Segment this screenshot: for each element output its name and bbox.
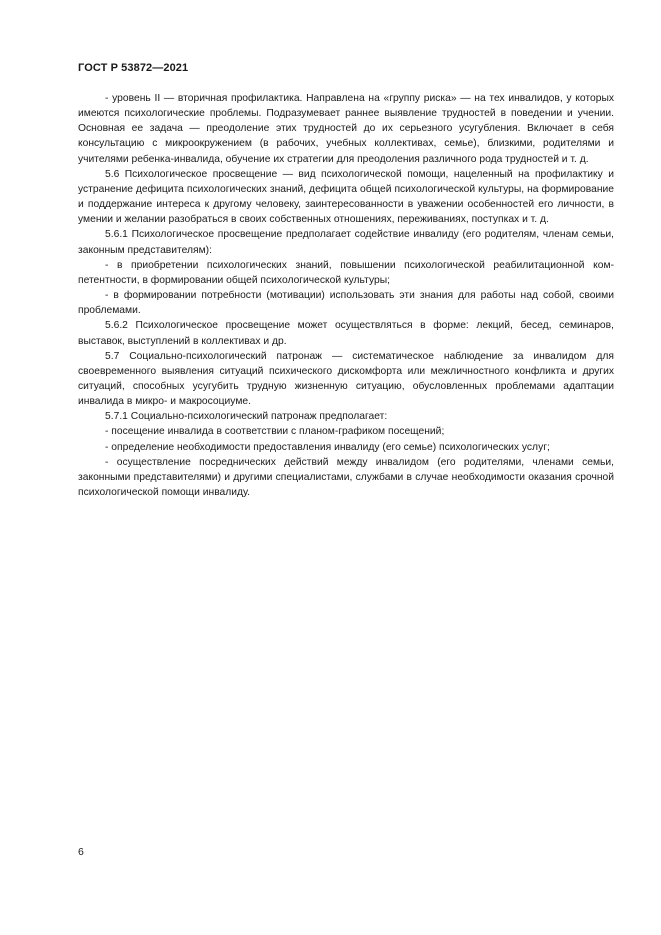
paragraph-5-6: 5.6 Психологическое просвещение — вид психологической помощи, нацеленный на профилактику и устранение дефицита психологических знаний, дефицита общей психологической культуры, на формирование и поддержание интереса к другому человеку, заинтересованности в уважении особенностей его личности, в умении и желании разобраться в своих собственных отношениях, переживаниях, поступках и т. д. bbox=[78, 168, 614, 226]
paragraph-5-6-2: 5.6.2 Психологическое просвещение может осуществляться в форме: лекций, бесед, семинаров, выставок, выступлений в коллективах и др. bbox=[78, 320, 614, 347]
list-item-knowledge: - в приобретении психологических знаний, повышении психологической реабилитационной компетентности, в формировании общей психологической культуры; bbox=[78, 259, 614, 286]
list-item-services: - определение необходимости предоставления инвалиду (его семье) психологических услуг; bbox=[105, 441, 550, 453]
paragraph-5-7: 5.7 Социально-психологический патронаж — систематическое наблюдение за инвалидом для своевременного выявления ситуаций психического дискомфорта или межличностного конфликта и других ситуаций, способных усугубить трудную жизненную ситуацию, обусловленных проблемами адаптации инвалида в микро- и макросоциуме. bbox=[78, 350, 614, 408]
paragraph-level-2-prevention: - уровень II — вторичная профилактика. Направлена на «группу риска» — на тех инвалидов, у которых имеются психологические проблемы. Подразумевает раннее выявление трудностей в поведении и учении. Основная ее задача — преодоление этих трудностей до их серьезного усугубления. Включает в себя консультацию с микроокружением (в рабочих, учебных коллективах, семье), близкими, родителями и учителями ребенка-инвалида, обучение их стратегии для преодоления различного рода трудностей и т. д. bbox=[78, 93, 614, 165]
list-item-mediation: - осуществление посреднических действий между инвалидом (его родителями, членами семьи, законными представителями) и другими специалистами, службами в случае необходимости оказания срочной психологической помощи инвалиду. bbox=[78, 456, 614, 499]
page-number: 6 bbox=[78, 846, 84, 858]
list-item-motivation: - в формировании потребности (мотивации) использовать эти знания для работы над собой, своими проблемами. bbox=[78, 290, 614, 317]
paragraph-5-6-1: 5.6.1 Психологическое просвещение предполагает содействие инвалиду (его родителям, членам семьи, законным представителям): bbox=[78, 229, 614, 256]
document-body bbox=[78, 91, 614, 500]
paragraph-5-7-1: 5.7.1 Социально-психологический патронаж предполагает: bbox=[105, 411, 388, 423]
list-item-visits: - посещение инвалида в соответствии с планом-графиком посещений; bbox=[105, 426, 445, 438]
document-header: ГОСТ Р 53872—2021 bbox=[78, 62, 189, 74]
